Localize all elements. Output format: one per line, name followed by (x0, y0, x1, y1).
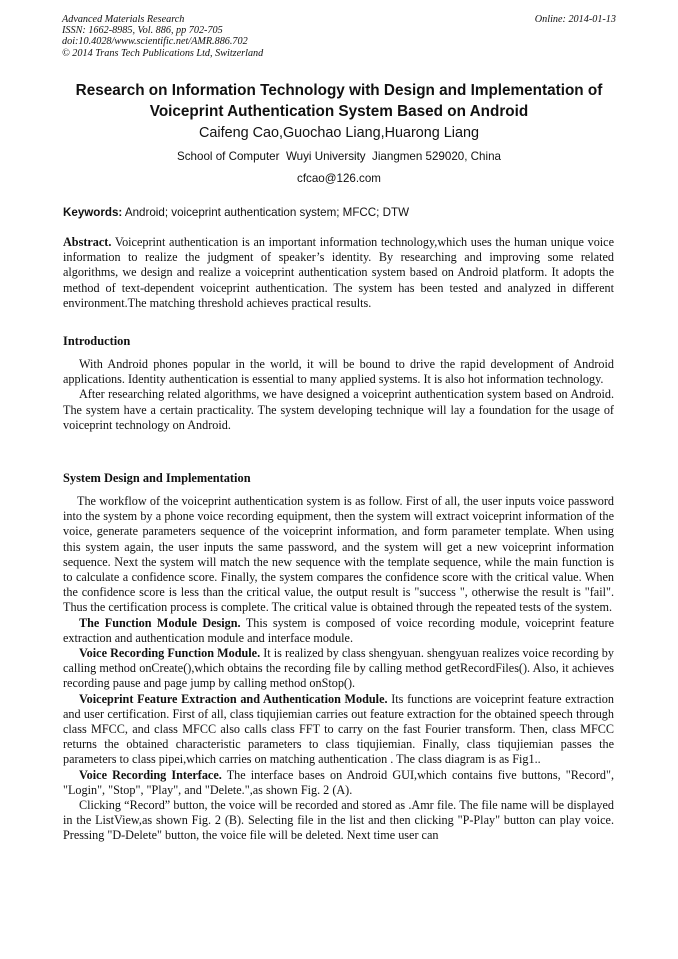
abstract (63, 235, 614, 311)
system-paragraph-4: Its functions are voiceprint feature extraction and user certification. First of all, class tiqujiemian carries out feature extraction for the obtained speech through class MFCC, and class MFCC also calls class FFT to carry on the fast Fourier transform. Then, class MFCC returns the obtained characteristic parameters to class tiqujiemian. Finally, class tiqujiemian passes the parameters to class pipei,which carries on matching authentication . The class diagram is as Fig1.. (63, 691, 614, 767)
title-line-1: Research on Information Technology with Design and Implementation of (75, 82, 603, 99)
introduction-heading: Introduction (63, 334, 131, 348)
system-body (63, 494, 614, 844)
system-paragraph-1: The workflow of the voiceprint authentication system is as follow. First of all, the user inputs voice password into the system by a phone voice recording equipment, then the system will extract voiceprint information of the voice, generate parameters sequence of the voiceprint information, and form parameter template. When using this system again, the user inputs the same password, and the system will get a new voiceprint information sequence. Next the system will match the new sequence with the template sequence, while the main function is to calculate a confidence score. Finally, the system compares the confidence score with the critical value. When the confidence score is less than the critical value, the output result is "success ", otherwise the result is "fail". Thus the certification process is complete. The critical value is obtained through the repeated tests of the system. (63, 494, 614, 615)
abstract-text: Voiceprint authentication is an important information technology,which uses the human unique voice information to realize the judgment of speaker’s identity. By researching and improving some related algorithms, we design and realize a voiceprint authentication system based on Android platform. It adopts the method of text-dependent voiceprint authentication. The system has been tested and analyzed in different environment.The matching threshold achieves practical results. (63, 235, 614, 310)
title-line-2: Voiceprint Authentication System Based on Android (149, 103, 529, 120)
author-email: cfcao@126.com (297, 172, 381, 185)
doi-line: doi:10.4028/www.scientific.net/AMR.886.702 (62, 36, 248, 48)
system-paragraph-2: This system is composed of voice recording module, voiceprint feature extraction and authentication module and interface module. (63, 615, 614, 645)
keywords (63, 206, 409, 220)
intro-paragraph-2: After researching related algorithms, we have designed a voiceprint authentication system based on Android. The system have a certain practicality. The system developing technique will lay a foundation for the usage of voiceprint technology on Android. (63, 387, 614, 432)
voice-recording-module-heading: Voice Recording Function Module. (79, 646, 261, 661)
copyright-line: © 2014 Trans Tech Publications Ltd, Switzerland (62, 47, 264, 59)
system-heading: System Design and Implementation (63, 471, 251, 485)
introduction-body (63, 357, 614, 433)
system-paragraph-3: It is realized by class shengyuan. shengyuan realizes voice recording by calling method onCreate(),which obtains the recording file by calling method getRecordFiles(). Also, it achieves recording pause and page jump by calling method onStop(). (63, 646, 614, 691)
affiliation: School of Computer Wuyi University Jiangmen 529020, China (177, 150, 501, 163)
recording-interface-heading: Voice Recording Interface. (79, 767, 222, 782)
paper-title (40, 80, 638, 122)
intro-paragraph-1: With Android phones popular in the world, it will be bound to drive the rapid development of Android applications. Identity authentication is essential to many applied systems. It is also hot information technology. (63, 357, 614, 387)
system-paragraph-5: The interface bases on Android GUI,which contains five buttons, "Record", "Login", "Stop", "Play", and "Delete.",as shown Fig. 2 (A). (63, 767, 614, 797)
system-paragraph-6: Clicking “Record” button, the voice will be recorded and stored as .Amr file. The file name will be displayed in the ListView,as shown Fig. 2 (B). Selecting file in the list and then clicking "P-Play" button can play voice. Pressing "D-Delete" button, the voice file will be deleted. Next time user can (63, 798, 614, 843)
keywords-text: Android; voiceprint authentication system; MFCC; DTW (122, 206, 410, 219)
online-date: Online: 2014-01-13 (534, 14, 616, 25)
journal-name: Advanced Materials Research (62, 14, 185, 25)
authors: Caifeng Cao,Guochao Liang,Huarong Liang (198, 125, 480, 141)
feature-extraction-heading: Voiceprint Feature Extraction and Authentication Module. (79, 691, 388, 706)
function-module-heading: The Function Module Design. (79, 615, 241, 630)
journal-header (62, 14, 616, 59)
abstract-label: Abstract. (63, 235, 112, 249)
keywords-label: Keywords: (63, 206, 123, 219)
issn-line: ISSN: 1662-8985, Vol. 886, pp 702-705 (62, 25, 223, 37)
